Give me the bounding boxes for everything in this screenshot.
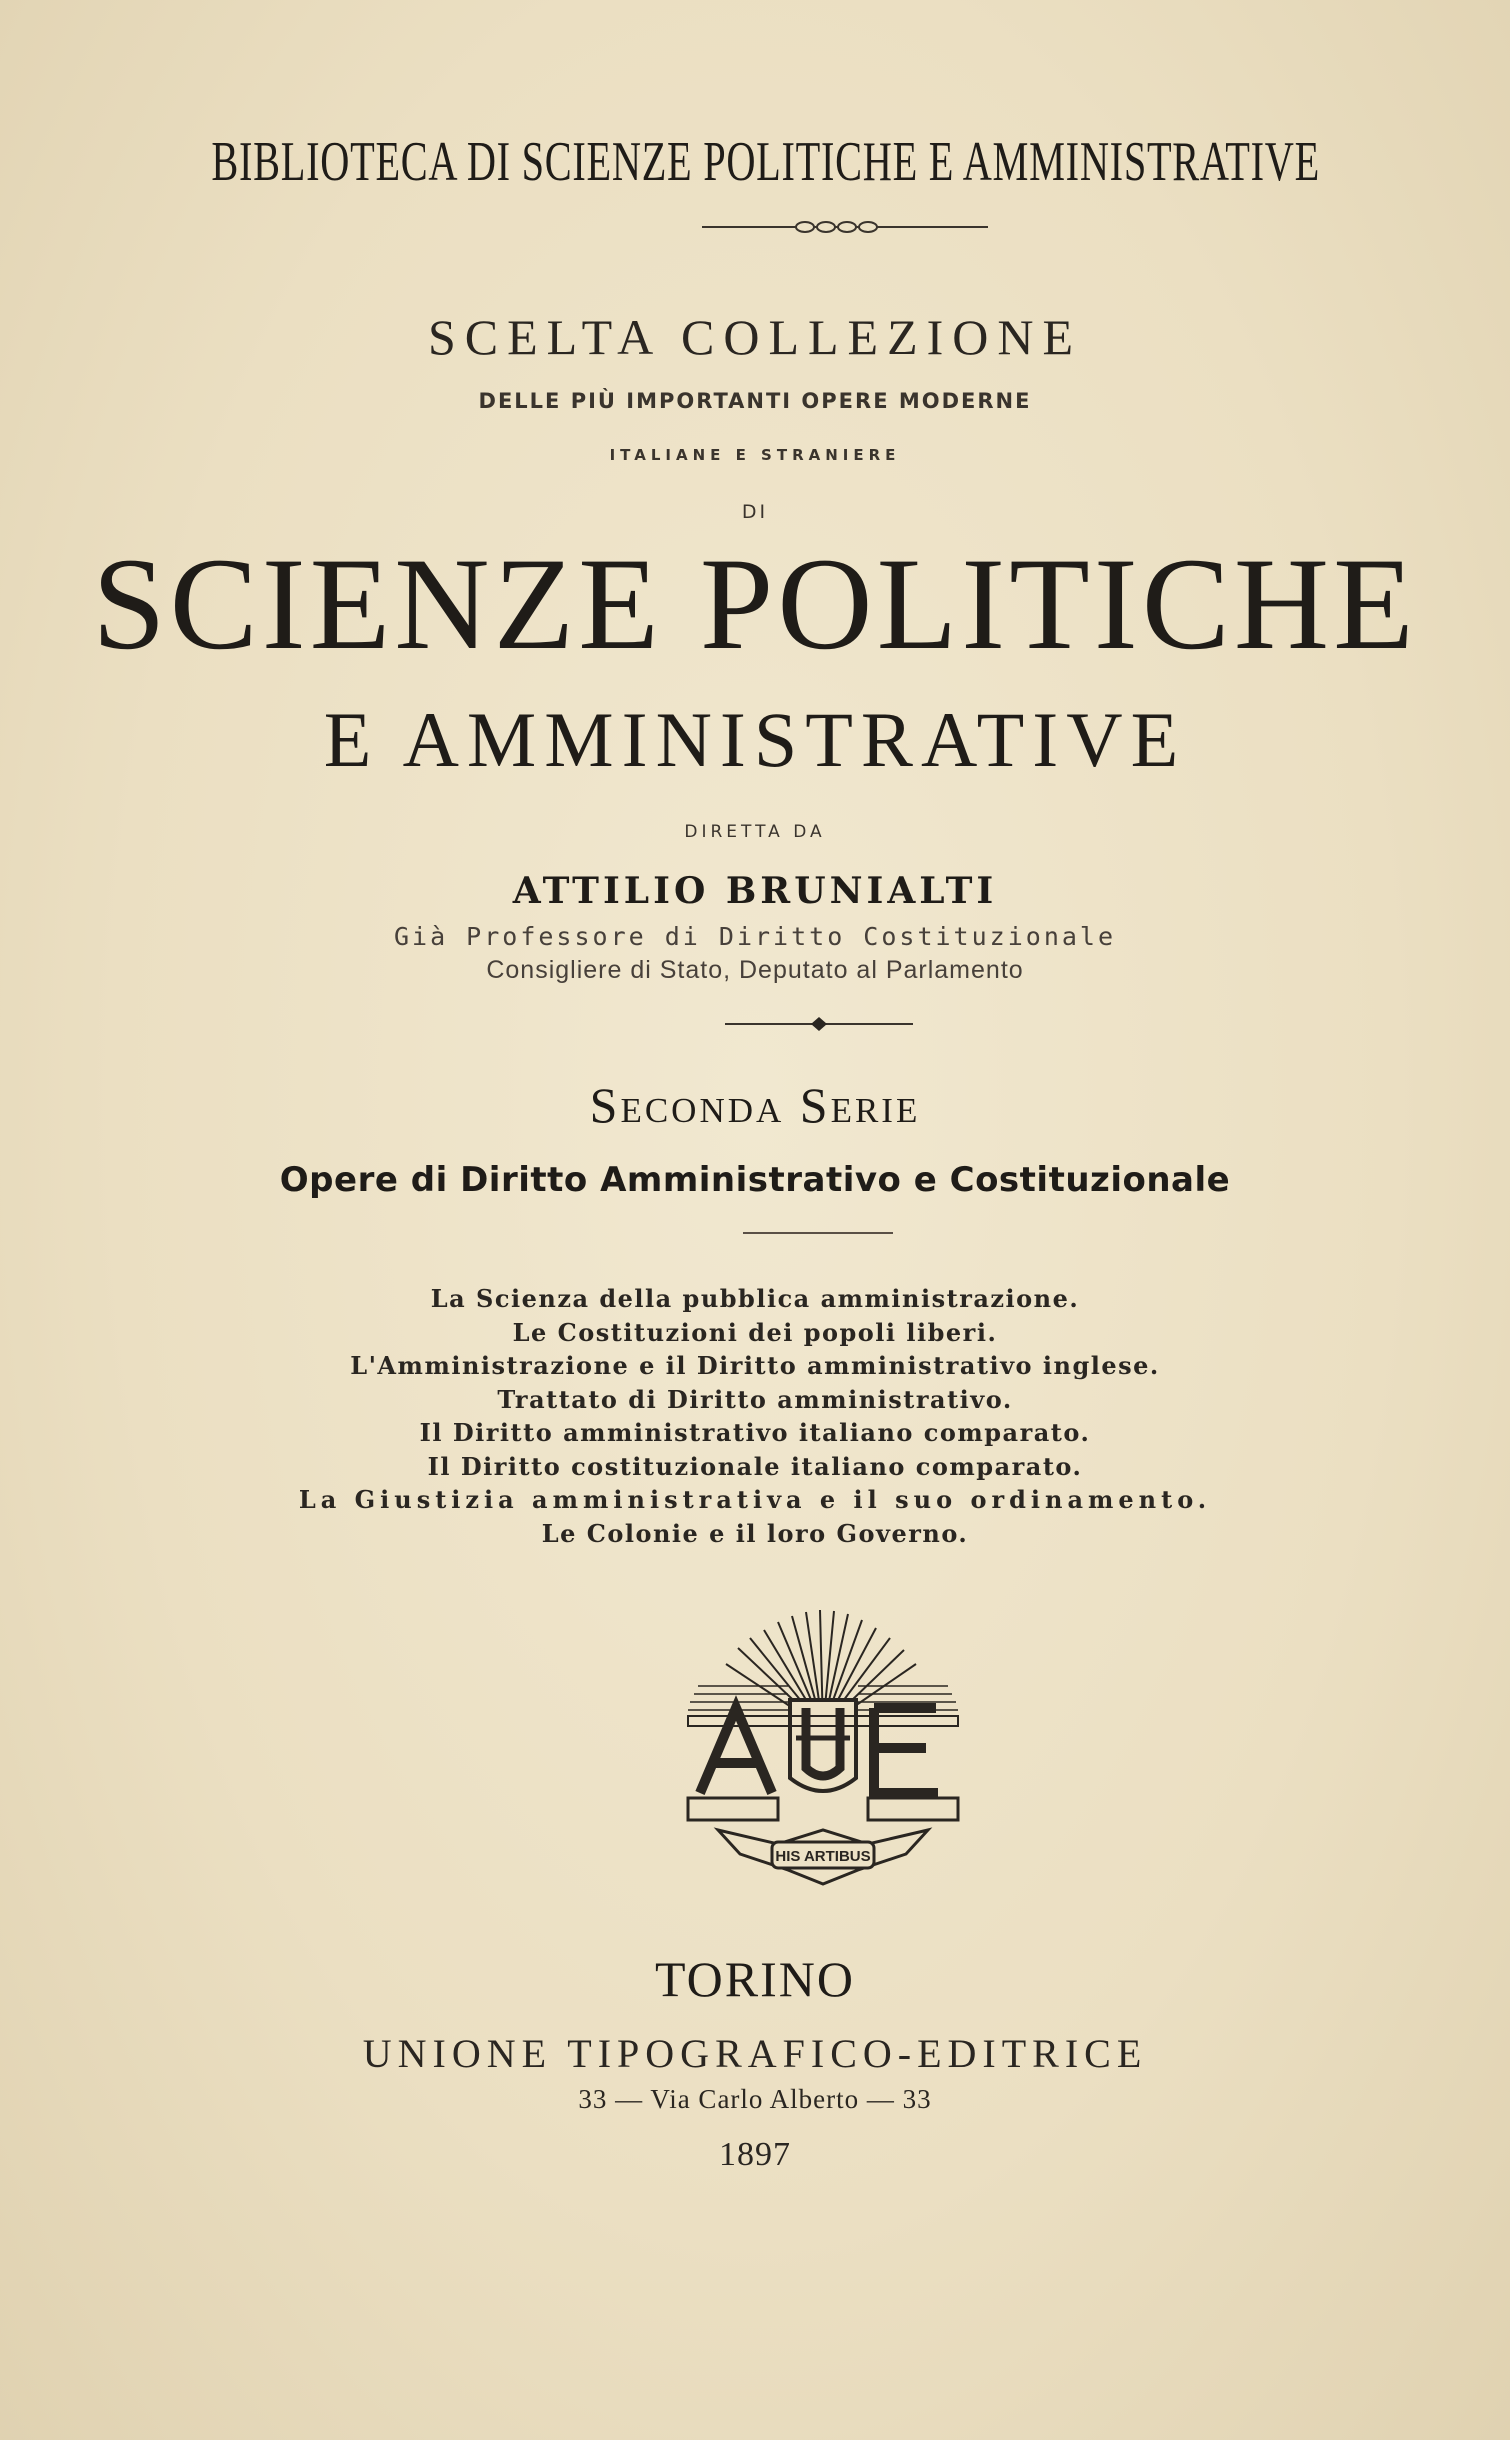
editor-affiliation-2: Consigliere di Stato, Deputato al Parlamento — [486, 956, 1024, 984]
imprint-year: 1897 — [719, 2136, 791, 2173]
works-list — [0, 1282, 1510, 1550]
emblem-motto: HIS ARTIBUS — [775, 1848, 871, 1865]
diamond-divider-icon — [0, 1012, 1510, 1036]
collection-preposition: DI — [741, 501, 769, 523]
work-item: Le Costituzioni dei popoli liberi. — [512, 1317, 998, 1347]
editor-name: ATTILIO BRUNIALTI — [512, 870, 998, 912]
series-name: Seconda Serie — [589, 1077, 921, 1133]
work-item: Trattato di Diritto amministrativo. — [497, 1384, 1013, 1414]
work-item: La Scienza della pubblica amministrazione. — [430, 1284, 1080, 1313]
main-title: SCIENZE POLITICHE — [92, 530, 1418, 677]
collection-title: SCELTA COLLEZIONE — [427, 309, 1083, 365]
imprint-city: TORINO — [655, 1951, 855, 2007]
collection-subtitle-2: ITALIANE E STRANIERE — [609, 446, 901, 464]
short-rule — [743, 1232, 893, 1234]
work-item: Le Colonie e il loro Governo. — [541, 1518, 969, 1548]
main-subtitle: E AMMINISTRATIVE — [323, 696, 1187, 783]
work-item: Il Diritto costituzionale italiano comparato. — [427, 1451, 1083, 1481]
work-item: Il Diritto amministrativo italiano comparato. — [419, 1418, 1091, 1447]
series-description: Opere di Diritto Amministrativo e Costituzionale — [279, 1160, 1231, 1200]
editor-label: DIRETTA DA — [684, 822, 826, 842]
imprint-address: 33 — Via Carlo Alberto — 33 — [578, 2084, 932, 2114]
work-item: La Giustizia amministrativa e il suo ordinamento. — [298, 1485, 1212, 1514]
ornamental-divider-icon — [0, 214, 1510, 240]
imprint-publisher: UNIONE TIPOGRAFICO-EDITRICE — [362, 2031, 1148, 2076]
work-item: L'Amministrazione e il Diritto amministrativo inglese. — [350, 1351, 1160, 1380]
collection-subtitle-1: DELLE PIÙ IMPORTANTI OPERE MODERNE — [478, 389, 1032, 413]
publisher-emblem-icon — [678, 1608, 968, 1898]
series-title: BIBLIOTECA DI SCIENZE POLITICHE E AMMINISTRATIVE — [211, 131, 1320, 193]
editor-affiliation-1: Già Professore di Diritto Costituzionale — [393, 922, 1117, 951]
